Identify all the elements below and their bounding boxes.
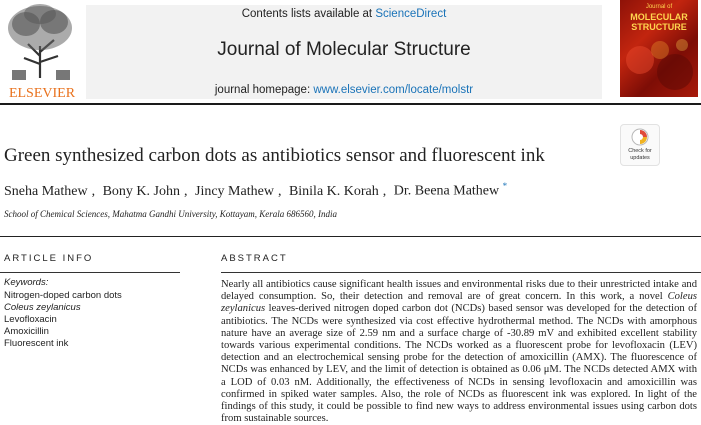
publisher-logo[interactable]	[0, 0, 84, 100]
header-rule	[0, 103, 701, 105]
article-title: Green synthesized carbon dots as antibiotics sensor and fluorescent ink	[4, 145, 545, 166]
check-updates-label-1: Check for	[628, 148, 652, 154]
abstract-species-name: Coleus zeylanicus	[221, 291, 697, 315]
keyword: Nitrogen-doped carbon dots	[4, 290, 122, 301]
cover-art	[620, 0, 698, 97]
abstract-text-part: leaves-derived nitrogen doped carbon dot (NCDs) based sensor was developed for the detection of antibiotics. The NCDs were synthesized via cost effective hydrothermal method. The NCDs with amorphous nature have an average size of 2.59 nm and a surface charge of -30.89 mV and exhibited excellent stability towards various experimental conditions. The NCDs worked as a fluorescent probe for levofloxacin (LEV) detection and an electrochemical sensing probe for the detection of amoxicillin (AMX). The fluorescence of NCDs was enhanced by LEV, and the limit of detection is obtained as 0.06 μM. The NCDs detected AMX with a LOD of 0.03 nM. Additionally, the effectiveness of NCDs in sensing levofloxacin and amoxicillin was confirmed in spiked water samples. Also, the role of NCDs as fluorescent ink was explored. In light of the findings of this study, it could be possible to find new ways to address environmental issues using carbon dots from sustainable sources.	[221, 303, 697, 425]
abstract-heading: ABSTRACT	[221, 253, 288, 264]
corresponding-author-mark[interactable]: *	[502, 181, 508, 191]
check-updates-label-2: updates	[630, 154, 650, 161]
cover-journal-label: Journal of	[645, 4, 673, 10]
keywords-label: Keywords:	[4, 277, 49, 288]
keyword: Coleus zeylanicus	[4, 302, 81, 313]
author-link[interactable]: Sneha Mathew	[4, 183, 88, 199]
homepage-prefix: journal homepage:	[214, 84, 314, 96]
contents-prefix: Contents lists available at	[241, 8, 376, 20]
check-for-updates-button[interactable]	[620, 124, 660, 166]
publisher-name: ELSEVIER	[8, 86, 76, 100]
keyword: Amoxicillin	[4, 326, 49, 337]
journal-title[interactable]: Journal of Molecular Structure	[217, 39, 471, 60]
section-rule	[0, 236, 701, 237]
author-link[interactable]: Bony K. John	[102, 183, 180, 199]
keyword: Fluorescent ink	[4, 338, 69, 349]
article-info-heading: ARTICLE INFO	[4, 253, 94, 264]
author-link[interactable]: Dr. Beena Mathew	[393, 183, 500, 199]
cover-title: MOLECULAR STRUCTURE	[630, 12, 688, 32]
abstract-text-part: Nearly all antibiotics cause significant health issues and environmental risks due to their unrestricted intake and delayed consumption. So, their detection and removal are of great concern. In this work, a novel	[221, 279, 697, 303]
author-list: Sneha Mathew , Bony K. John , Jincy Mathew , Binila K. Korah , Dr. Beena Mathew *	[4, 181, 508, 199]
sciencedirect-link[interactable]: ScienceDirect	[375, 8, 447, 20]
abstract-rule	[221, 272, 701, 273]
journal-homepage-line	[86, 84, 602, 96]
keyword: Levofloxacin	[4, 314, 57, 325]
check-updates-icon	[631, 128, 649, 146]
journal-cover-image[interactable]	[620, 0, 698, 97]
author-link[interactable]: Binila K. Korah	[288, 183, 379, 199]
author-link[interactable]: Jincy Mathew	[195, 183, 274, 199]
elsevier-tree-icon	[0, 0, 84, 100]
article-info-rule	[0, 272, 180, 273]
contents-line	[86, 8, 602, 20]
keywords-list	[4, 290, 122, 350]
affiliation: School of Chemical Sciences, Mahatma Gandhi University, Kottayam, Kerala 686560, India	[4, 209, 337, 219]
abstract-text	[221, 279, 697, 425]
journal-homepage-link[interactable]: www.elsevier.com/locate/molstr	[313, 84, 474, 96]
